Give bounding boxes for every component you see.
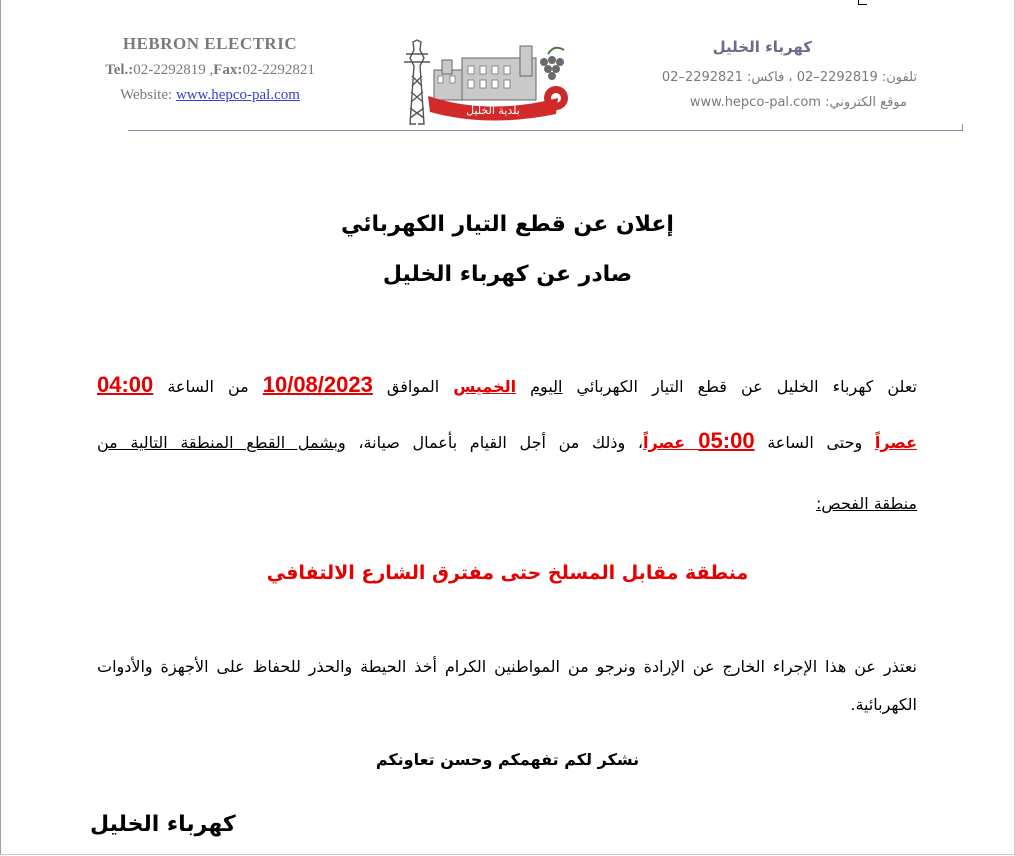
website-link[interactable]: www.hepco-pal.com	[175, 87, 300, 103]
body-line-2	[97, 428, 917, 454]
thanks-line: نشكر لكم تفهمكم وحسن تعاونكم	[375, 750, 640, 769]
body-line-3	[97, 494, 917, 513]
outage-date: 10/08/2023	[262, 372, 373, 397]
logo-banner-text: بلدية الخليل	[466, 104, 520, 117]
day-name: الخميس	[453, 377, 517, 396]
fax-label: Fax:	[213, 62, 243, 78]
body-text: وحتى الساعة	[754, 433, 875, 452]
page-corner-mark	[858, 0, 867, 5]
tel-value: 02-2292819 ,	[133, 62, 214, 78]
end-time: 05:00	[698, 428, 755, 453]
body-text: من الساعة	[153, 377, 263, 396]
today-word: اليوم	[530, 377, 563, 396]
body-text: وبشمل القطع المنطقة التالية من	[97, 433, 346, 452]
website-line-en	[80, 87, 340, 104]
website-label: Website:	[120, 87, 176, 103]
contact-line-en	[80, 62, 340, 79]
header-divider	[128, 130, 963, 131]
contact-line-ar: تلفون: 2292819–02 ، فاكس: 2292821–02	[661, 70, 917, 85]
company-name-ar: كهرباء الخليل	[712, 38, 812, 56]
announcement-subtitle: صادر عن كهرباء الخليل	[382, 262, 633, 287]
apology-paragraph: نعتذر عن هذا الإجراء الخارج عن الإرادة ونرجو من المواطنين الكرام أخذ الحيطة والحذر للحفاظ على الأجهزة والأدوات الكهربائية.	[97, 657, 917, 714]
header-divider-tick	[962, 124, 963, 131]
company-name-en: HEBRON ELECTRIC	[122, 34, 298, 53]
body-text: تعلن كهرباء الخليل عن قطع التيار الكهربائي	[562, 377, 917, 396]
fax-value: 02-2292821	[242, 62, 315, 78]
area-heading: منطقة الفحص:	[815, 494, 917, 513]
affected-area: منطقة مقابل المسلخ حتى مفترق الشارع الالتفافي	[266, 562, 749, 584]
website-line-ar: موقع الكتروني: www.hepco-pal.com	[689, 95, 907, 110]
signature: كهرباء الخليل	[90, 812, 236, 837]
pm-label: عصراً	[874, 433, 918, 452]
announcement-title: إعلان عن قطع التيار الكهربائي	[341, 212, 674, 237]
body-line-1	[97, 372, 917, 398]
logo-graphic-icon	[398, 36, 574, 126]
tel-label: Tel.:	[105, 62, 134, 78]
body-text: الموافق	[372, 377, 454, 396]
hebron-municipality-logo	[398, 36, 574, 126]
body-text: ، وذلك من أجل القيام بأعمال صيانة،	[345, 433, 643, 452]
pm-label: عصراً	[643, 433, 699, 452]
header-arabic	[617, 38, 917, 110]
start-time: 04:00	[97, 372, 154, 397]
header-english	[80, 34, 340, 104]
